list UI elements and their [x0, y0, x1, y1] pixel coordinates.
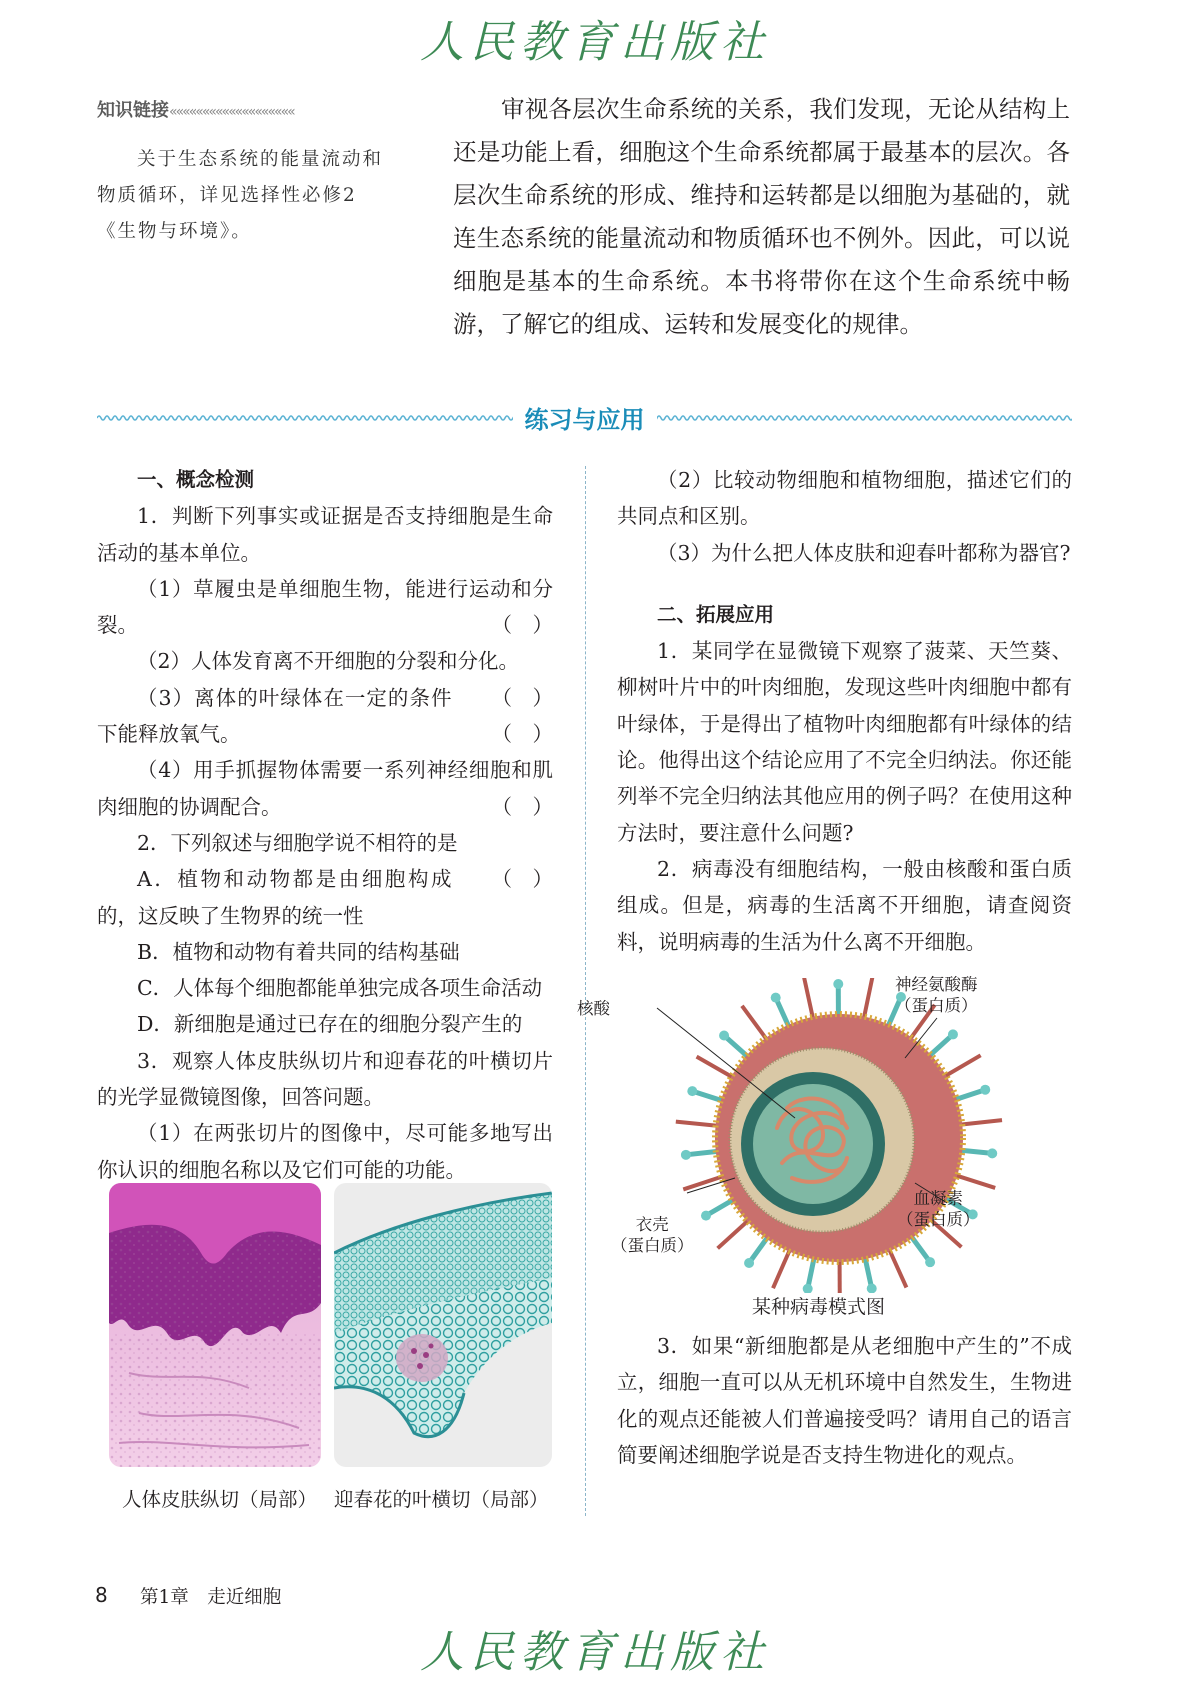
label-hemagglutinin: 血凝素 （蛋白质）	[897, 1189, 980, 1229]
heading-concept-check: 一、概念检测	[137, 468, 255, 491]
question-1: 1．判断下列事实或证据是否支持细胞是生命活动的基本单位。	[97, 504, 553, 565]
column-divider	[585, 466, 586, 1516]
label-capsid: 衣壳 （蛋白质）	[611, 1215, 694, 1255]
section-title	[97, 400, 1072, 435]
spike-teal	[958, 1150, 992, 1153]
right-column	[617, 462, 1072, 960]
option-a: A．植物和动物都是由细胞构成的，这反映了生物界的统一性	[97, 867, 452, 928]
spike-red	[697, 1057, 735, 1079]
question-1-4: （4）用手抓握物体需要一系列神经细胞和肌肉细胞的协调配合。 （ ）	[97, 752, 553, 825]
extension-2: 2．病毒没有细胞结构，一般由核酸和蛋白质组成。但是，病毒的生活离不开细胞，请查阅资料，说明病毒的生活为什么离不开细胞。	[617, 856, 1072, 954]
spike-head	[833, 979, 843, 989]
heading-extended-application: 二、拓展应用	[657, 602, 775, 626]
sidebar-title-text: 知识链接	[97, 100, 169, 121]
question-3-1: （1）在两张切片的图像中，尽可能多地写出你认识的细胞名称以及它们可能的功能。	[97, 1121, 553, 1182]
spike-teal	[706, 1198, 735, 1215]
caption-leaf: 迎春花的叶横切（局部）	[334, 1488, 549, 1511]
sidebar-text: 关于生态系统的能量流动和物质循环，详见选择性必修2《生物与环境》。	[97, 149, 384, 242]
spike-head	[687, 1086, 697, 1096]
extension-1: 1．某同学在显微镜下观察了菠菜、天竺葵、柳树叶片中的叶肉细胞，发现这些叶肉细胞中都有叶绿体，于是得出了植物叶肉细胞都有叶绿体的结论。他得出这个结论应用了不完全归纳法。你还能列举不完全归纳法其他应用的例子吗？在使用这种方法时，要注意什么问题?	[617, 639, 1072, 845]
option-d: D．新细胞是通过已存在的细胞分裂产生的	[137, 1012, 523, 1037]
spike-head	[987, 1148, 997, 1158]
leaf-section-micrograph	[334, 1183, 552, 1467]
page-number: 8	[95, 1583, 108, 1607]
question-1-1: （1）草履虫是单细胞生物，能进行运动和分裂。 （ ）	[97, 571, 553, 644]
question-2: 2．下列叙述与细胞学说不相符的是 （ ）	[97, 825, 553, 861]
left-column	[97, 462, 553, 1188]
question-3-3: （3）为什么把人体皮肤和迎春叶都称为器官?	[657, 540, 1071, 565]
spike-head	[925, 1257, 935, 1267]
spike-head	[719, 1030, 729, 1040]
answer-bracket: （ ）	[491, 685, 553, 710]
publisher-logo-top: 人民教育出版社	[420, 17, 770, 68]
question-3: 3．观察人体皮肤纵切片和迎春花的叶横切片的光学显微镜图像，回答问题。	[97, 1048, 553, 1110]
question-1-2: （2）人体发育离不开细胞的分裂和分化。 （ ）	[97, 643, 553, 679]
label-neuraminidase: 神经氨酸酶 （蛋白质）	[895, 975, 978, 1015]
section-heading-bar	[97, 398, 1072, 438]
spike-head	[980, 1085, 990, 1095]
virus-model-figure	[577, 975, 1072, 1293]
spike-red	[888, 1247, 906, 1287]
spike-head	[701, 1211, 711, 1221]
option-b: B．植物和动物有着共同的结构基础	[137, 939, 460, 964]
publisher-logo-bottom: 人民教育出版社	[420, 1627, 770, 1678]
answer-bracket: （ ）	[491, 794, 553, 819]
question-3-2: （2）比较动物细胞和植物细胞，描述它们的共同点和区别。	[617, 468, 1072, 529]
question-1-3: （3）离体的叶绿体在一定的条件下能释放氧气。 （ ）	[97, 680, 553, 753]
spike-head	[948, 1029, 958, 1039]
spike-red	[718, 1219, 751, 1249]
skin-section-micrograph	[109, 1183, 321, 1467]
spike-red	[953, 1175, 995, 1188]
spike-teal	[749, 1235, 769, 1263]
right-column-continued	[617, 1328, 1072, 1473]
option-c: C．人体每个细胞都能单独完成各项生命活动	[137, 976, 543, 1001]
spike-teal	[928, 1034, 953, 1057]
answer-bracket: （ ）	[491, 613, 553, 638]
intro-paragraph: 审视各层次生命系统的关系，我们发现，无论从结构上还是功能上看，细胞这个生命系统都属于最基本的层次。各层次生命系统的形成、维持和运转都是以细胞为基础的，就连生态系统的能量流动和物质循环也不例外。因此，可以说细胞是基本的生命系统。本书将带你在这个生命系统中畅游，了解它的组成、运转和发展变化的规律。	[453, 95, 1070, 338]
extension-3: 3．如果“新细胞都是从老细胞中产生的”不成立，细胞一直可以从无机环境中自然发生，生物进化的观点还能被人们普遍接受吗？请用自己的语言简要阐述细胞学说是否支持生物进化的观点。	[617, 1334, 1072, 1467]
sidebar-title	[97, 96, 294, 122]
sidebar-chevron-decoration: «««««««««««««««««««	[169, 104, 294, 120]
chapter-title: 第1章 走近细胞	[140, 1587, 282, 1608]
spike-head	[681, 1150, 691, 1160]
spike-red	[943, 1055, 981, 1077]
virus-caption: 某种病毒模式图	[752, 1296, 886, 1318]
label-nucleic-acid: 核酸	[577, 999, 610, 1018]
section-title-text: 练习与应用	[513, 406, 657, 434]
caption-skin: 人体皮肤纵切（局部）	[122, 1488, 318, 1511]
spike-head	[771, 993, 781, 1003]
spike-red	[863, 978, 872, 1021]
answer-bracket: （ ）	[491, 722, 553, 747]
spike-head	[744, 1258, 754, 1268]
answer-bracket: （ ）	[491, 867, 553, 892]
